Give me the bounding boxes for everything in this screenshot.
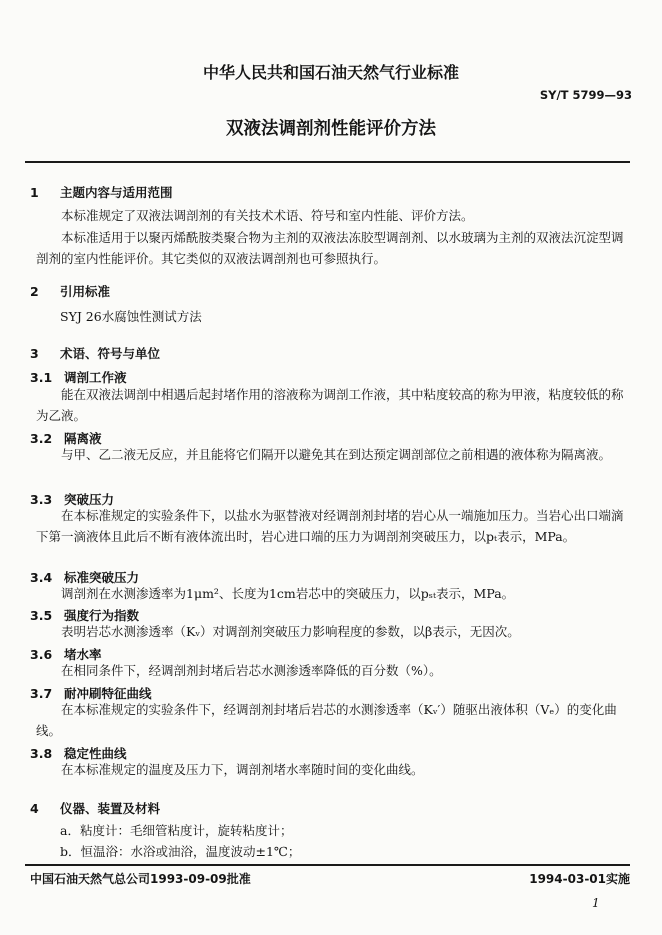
- standard-code: SY/T 5799—93: [539, 88, 632, 102]
- section-1-para-1: 本标准规定了双液法调剖剂的有关技术术语、符号和室内性能、评价方法。: [61, 208, 474, 223]
- footer-rule: [25, 864, 630, 866]
- subsection-number: 3.3: [30, 492, 53, 507]
- subsection-title: 标准突破压力: [64, 570, 140, 585]
- subsection-title: 稳定性曲线: [64, 746, 127, 761]
- page-number: 1: [592, 896, 600, 910]
- section-number: 3: [30, 346, 39, 361]
- section-title: 术语、符号与单位: [60, 346, 161, 361]
- approval-date: 中国石油天然气总公司1993-09-09批准: [30, 872, 251, 886]
- subsection-title: 耐冲刷特征曲线: [64, 686, 152, 701]
- subsection-title: 强度行为指数: [64, 608, 140, 623]
- subsection-3-3-text: 在本标准规定的实验条件下，以盐水为驱替液对经调剖剂封堵的岩心从一端施加压力。当岩心出口端滴下第一滴液体且此后不断有液体流出时，岩心进口端的压力为调剖剂突破压力，以pₜ表示，MPa。: [36, 508, 624, 544]
- subsection-title: 堵水率: [64, 647, 102, 662]
- section-4-item-b: b．恒温浴：水浴或油浴，温度波动±1℃；: [60, 844, 301, 859]
- subsection-3-8-text: 在本标准规定的温度及压力下，调剖剂堵水率随时间的变化曲线。: [61, 762, 424, 777]
- section-4-heading: [30, 799, 160, 817]
- subsection-number: 3.6: [30, 647, 53, 662]
- section-3-heading: [30, 344, 160, 362]
- section-2-heading: [30, 282, 110, 300]
- header-rule: [25, 161, 630, 163]
- section-1-heading: [30, 183, 173, 201]
- subsection-number: 3.7: [30, 686, 53, 701]
- subsection-number: 3.8: [30, 746, 53, 761]
- doc-title: 双液法调剖剂性能评价方法: [226, 119, 436, 139]
- subsection-number: 3.5: [30, 608, 53, 623]
- subsection-3-6-text: 在相同条件下，经调剖剂封堵后岩芯水测渗透率降低的百分数（%）。: [61, 663, 442, 678]
- section-number: 1: [30, 185, 39, 200]
- section-1-para-2: 本标准适用于以聚丙烯酰胺类聚合物为主剂的双液法冻胶型调剖剂、以水玻璃为主剂的双液法沉淀型调剖剂的室内性能评价。其它类似的双液法调剖剂也可参照执行。: [36, 230, 624, 266]
- subsection-title: 突破压力: [64, 492, 115, 507]
- section-number: 4: [30, 801, 39, 816]
- subsection-number: 3.1: [30, 370, 53, 385]
- subsection-3-5-text: 表明岩芯水测渗透率（Kᵥ）对调剖剂突破压力影响程度的参数，以β表示，无因次。: [61, 624, 520, 639]
- effective-date: 1994-03-01实施: [529, 872, 630, 886]
- subsection-3-4-text: 调剖剂在水测渗透率为1μm²、长度为1cm岩芯中的突破压力，以pₛₜ表示，MPa。: [61, 586, 515, 601]
- subsection-3-1-text: 能在双液法调剖中相遇后起封堵作用的溶液称为调剖工作液，其中粘度较高的称为甲液，粘度较低的称为乙液。: [36, 387, 624, 423]
- section-number: 2: [30, 284, 39, 299]
- section-title: 仪器、装置及材料: [60, 801, 161, 816]
- subsection-number: 3.2: [30, 431, 53, 446]
- subsection-title: 调剖工作液: [64, 370, 127, 385]
- section-4-item-a: a．粘度计：毛细管粘度计，旋转粘度计；: [60, 823, 293, 838]
- section-2-para-1: SYJ 26水腐蚀性测试方法: [60, 309, 202, 324]
- subsection-title: 隔离液: [64, 431, 102, 446]
- org-title: 中华人民共和国石油天然气行业标准: [202, 63, 459, 82]
- subsection-3-2-text: 与甲、乙二液无反应，并且能将它们隔开以避免其在到达预定调剖部位之前相遇的液体称为隔离液。: [61, 447, 612, 462]
- subsection-3-7-text: 在本标准规定的实验条件下，经调剖剂封堵后岩芯的水测渗透率（Kᵥ′）随驱出液体积（Vₑ）的变化曲线。: [36, 702, 617, 738]
- section-title: 主题内容与适用范围: [60, 185, 173, 200]
- subsection-number: 3.4: [30, 570, 53, 585]
- section-title: 引用标准: [60, 284, 111, 299]
